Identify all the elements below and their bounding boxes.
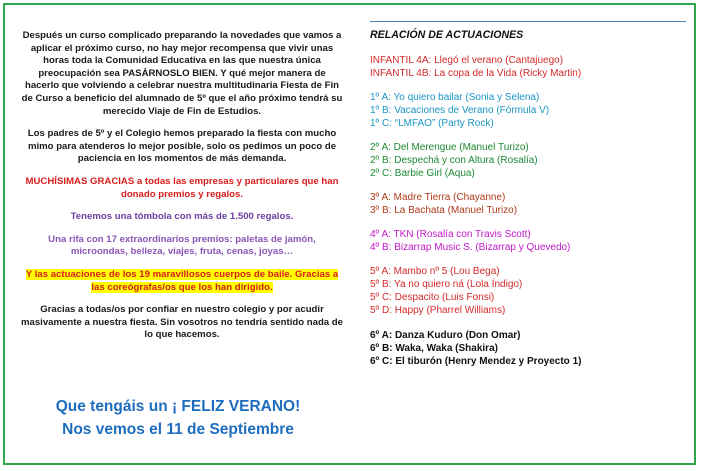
tombola-paragraph: Tenemos una tómbola con más de 1.500 regalos. <box>70 211 294 223</box>
list-item: 6º B: Waka, Waka (Shakira) <box>370 343 498 354</box>
group-sexto <box>370 329 686 368</box>
left-column <box>20 30 344 352</box>
list-item: 2º A: Del Merengue (Manuel Turizo) <box>370 142 529 153</box>
group-segundo <box>370 141 686 180</box>
list-item: 5º A: Mambo nº 5 (Lou Bega) <box>370 266 500 277</box>
group-tercero <box>370 191 686 217</box>
list-item: INFANTIL 4B: La copa de la Vida (Ricky Martin) <box>370 68 582 79</box>
list-item: 6º A: Danza Kuduro (Don Omar) <box>370 330 521 341</box>
raffle-paragraph: Una rifa con 17 extraordinarios premios: paletas de jamón, microondas, belleza, viajes, fruta, cenas, joyas… <box>48 233 316 258</box>
group-infantil <box>370 54 686 80</box>
list-item: 6º C: El tiburón (Henry Mendez y Proyecto 1) <box>370 356 582 367</box>
list-item: 1º C: “LMFAO” (Party Rock) <box>370 118 494 129</box>
list-item: 5º B: Ya no quiero ná (Lola Índigo) <box>370 279 523 290</box>
list-item: 5º C: Despacito (Luis Fonsi) <box>370 292 495 303</box>
performances-paragraph <box>20 269 344 294</box>
list-item: 4º A: TKN (Rosalía con Travis Scott) <box>370 229 531 240</box>
list-item: 3º A: Madre Tierra (Chayanne) <box>370 192 506 203</box>
list-heading: RELACIÓN DE ACTUACIONES <box>370 21 686 43</box>
closing-paragraph: Gracias a todas/os por confiar en nuestro colegio y por acudir masivamente a nuestra fiesta. Sin vosotros no tendría sentido nada de lo que hacemos. <box>20 304 343 341</box>
list-item: 2º B: Despechá y con Altura (Rosalía) <box>370 155 538 166</box>
september-note: Nos vemos el 11 de Septiembre <box>62 421 294 438</box>
highlighted-text: Y las actuaciones de los 19 maravillosos cuerpos de baile. Gracias a las coreógrafas/os que los han dirigido. <box>25 268 339 293</box>
group-quinto <box>370 265 686 317</box>
intro-paragraph: Después un curso complicado preparando la novedades que vamos a aplicar el próximo curso, no hay mejor recompensa que vivir unas horas toda la Comunidad Educativa en las que nuestra única preocupación sea PASÁRNOSLO BIEN. Y qué mejor manera de hacerlo que volviendo a celebrar nuestra multitudinaria Fiesta de Fin de Curso a beneficio del alumnado de 5º que el año próximo tendrá su merecido Viaje de Fin de Estudios. <box>21 30 343 117</box>
list-item: 2º C: Barbie Girl (Aqua) <box>370 168 475 179</box>
list-item: INFANTIL 4A: Llegó el verano (Cantajuego) <box>370 55 564 66</box>
parents-paragraph: Los padres de 5º y el Colegio hemos preparado la fiesta con mucho mimo para atenderos lo mejor posible, solo os pedimos un poco de paciencia en los momentos de más demanda. <box>27 128 337 165</box>
list-item: 1º A: Yo quiero bailar (Sonia y Selena) <box>370 92 540 103</box>
list-item: 3º B: La Bachata (Manuel Turizo) <box>370 205 518 216</box>
thanks-paragraph: MUCHÍSIMAS GRACIAS a todas las empresas y particulares que han donado premios y regalos. <box>25 175 339 200</box>
list-item: 5º D: Happy (Pharrel Williams) <box>370 305 506 316</box>
summer-greeting: Que tengáis un ¡ FELIZ VERANO! <box>55 398 301 415</box>
list-item: 1º B: Vacaciones de Verano (Fórmula V) <box>370 105 550 116</box>
group-cuarto <box>370 228 686 254</box>
list-item: 4º B: Bizarrap Music S. (Bizarrap y Quevedo) <box>370 242 571 253</box>
performances-list <box>370 21 686 368</box>
group-primero <box>370 91 686 130</box>
